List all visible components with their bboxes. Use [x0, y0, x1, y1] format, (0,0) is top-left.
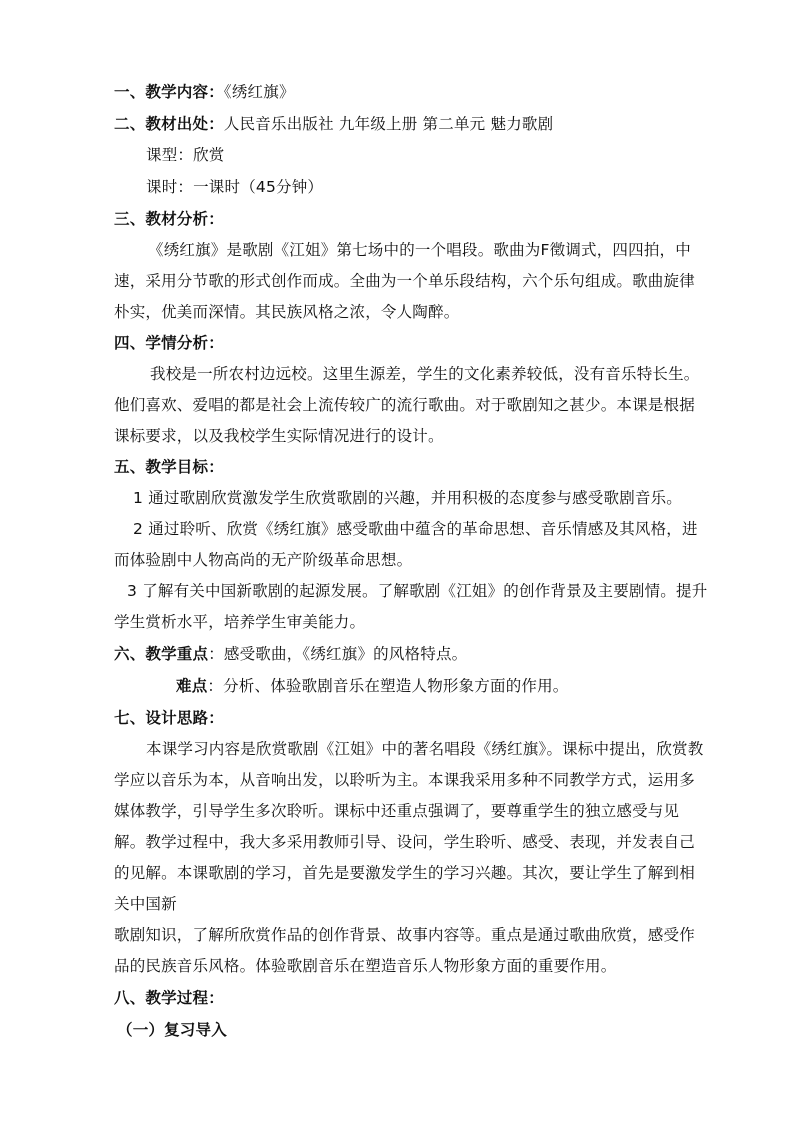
section-8-heading: 八、教学过程： — [114, 989, 224, 1007]
objective-2: 2 通过聆听、欣赏《绣红旗》感受歌曲中蕴含的革命思想、音乐情感及其风格，进 — [133, 520, 698, 538]
section-3-heading: 三、教材分析： — [114, 210, 224, 228]
section-4-paragraph-line: 课标要求，以及我校学生实际情况进行的设计。 — [114, 427, 444, 445]
section-1-content: 《绣红旗》 — [223, 83, 295, 101]
section-2-line — [114, 114, 553, 134]
section-6-content: 感受歌曲，《绣红旗》的风格特点。 — [223, 645, 468, 663]
objective-3-continued: 学生赏析水平，培养学生审美能力。 — [114, 613, 366, 631]
objective-2-continued: 而体验剧中人物高尚的无产阶级革命思想。 — [114, 551, 413, 569]
section-7-paragraph-line: 解。教学过程中，我大多采用教师引导、设问，学生聆听、感受、表现，并发表自己 — [114, 833, 695, 851]
section-7-heading: 七、设计思路： — [114, 709, 224, 727]
lesson-time-line: 课时：一课时（45分钟） — [146, 178, 324, 196]
section-7-paragraph-line: 关中国新 — [114, 895, 177, 913]
section-1-line — [114, 82, 295, 102]
objective-1: 1 通过歌剧欣赏激发学生欣赏歌剧的兴趣，并用积极的态度参与感受歌剧音乐。 — [133, 489, 682, 507]
section-6-heading: 六、教学重点 — [114, 645, 209, 663]
section-1-heading: 一、教学内容： — [114, 83, 224, 101]
section-4-paragraph-line: 我校是一所农村边远校。这里生源差，学生的文化素养较低，没有音乐特长生。 — [150, 365, 700, 383]
section-6-line — [114, 644, 467, 664]
section-6-colon: ： — [208, 645, 224, 663]
section-4-paragraph-line: 他们喜欢、爱唱的都是社会上流传较广的流行歌曲。对于歌剧知之甚少。本课是根据 — [114, 396, 695, 414]
section-2-content: 人民音乐出版社 九年级上册 第二单元 魅力歌剧 — [223, 115, 554, 133]
section-4-heading: 四、学情分析： — [114, 334, 224, 352]
section-3-paragraph-line: 速，采用分节歌的形式创作而成。全曲为一个单乐段结构，六个乐句组成。歌曲旋律 — [114, 272, 695, 290]
section-7-paragraph-line: 的见解。本课歌剧的学习，首先是要激发学生的学习兴趣。其次，要让学生了解到相 — [114, 864, 695, 882]
section-8-subheading: （一）复习导入 — [117, 1021, 227, 1039]
difficulty-label: 难点 — [176, 677, 208, 695]
section-2-heading: 二、教材出处： — [114, 115, 224, 133]
section-3-paragraph-line: 《绣红旗》是歌剧《江姐》第七场中的一个唱段。歌曲为F徵调式，四四拍，中 — [148, 241, 691, 259]
section-7-paragraph-line: 品的民族音乐风格。体验歌剧音乐在塑造音乐人物形象方面的重要作用。 — [114, 957, 617, 975]
section-3-paragraph-line: 朴实，优美而深情。其民族风格之浓，令人陶醉。 — [114, 303, 460, 321]
section-7-paragraph-line: 本课学习内容是欣赏歌剧《江姐》中的著名唱段《绣红旗》。课标中提出，欣赏教 — [146, 740, 704, 758]
difficulty-line — [176, 676, 569, 696]
section-5-heading: 五、教学目标： — [114, 458, 224, 476]
section-7-paragraph-line: 歌剧知识，了解所欣赏作品的创作背景、故事内容等。重点是通过歌曲欣赏，感受作 — [114, 926, 695, 944]
lesson-type-line: 课型：欣赏 — [146, 146, 225, 164]
objective-3: 3 了解有关中国新歌剧的起源发展。了解歌剧《江姐》的创作背景及主要剧情。提升 — [127, 582, 708, 600]
difficulty-content: ：分析、体验歌剧音乐在塑造人物形象方面的作用。 — [207, 677, 569, 695]
section-7-paragraph-line: 学应以音乐为本，从音响出发，以聆听为主。本课我采用多种不同教学方式，运用多 — [114, 771, 695, 789]
section-7-paragraph-line: 媒体教学，引导学生多次聆听。课标中还重点强调了，要尊重学生的独立感受与见 — [114, 802, 680, 820]
